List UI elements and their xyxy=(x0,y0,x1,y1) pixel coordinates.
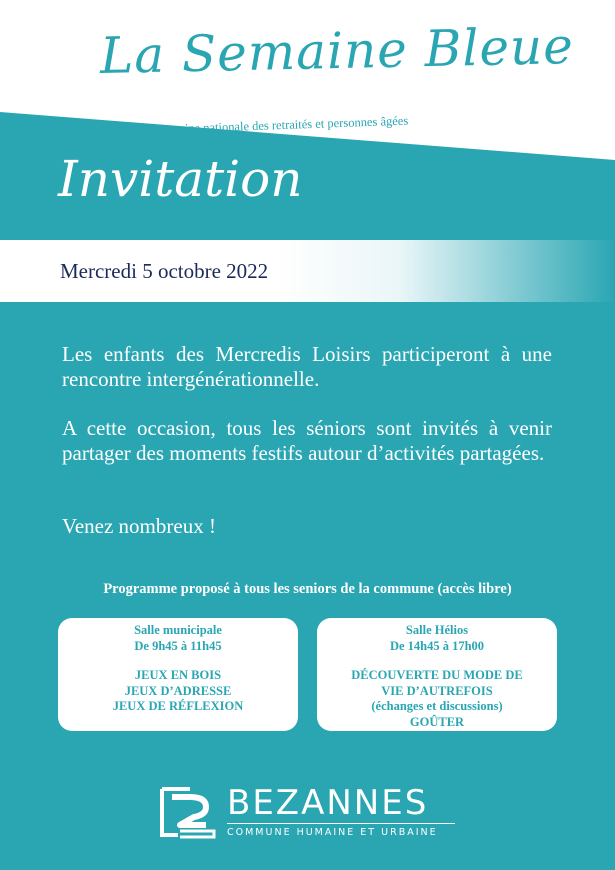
event-date: Mercredi 5 octobre 2022 xyxy=(60,259,269,283)
event-title: La Semaine Bleue xyxy=(99,17,575,85)
logo-tagline: COMMUNE HUMAINE ET URBAINE xyxy=(227,827,438,838)
activity-item: (échanges et discussions) xyxy=(371,699,503,713)
activity-item: VIE D’AUTREFOIS xyxy=(381,683,493,698)
programme-box-afternoon xyxy=(317,618,557,731)
activity-item: DÉCOUVERTE DU MODE DE xyxy=(351,668,523,682)
venue-label: Salle municipale xyxy=(134,623,222,637)
programme-heading: Programme proposé à tous les seniors de la commune (accès libre) xyxy=(103,581,512,597)
time-label: De 14h45 à 17h00 xyxy=(389,638,485,653)
logo-divider xyxy=(227,823,455,824)
paragraph-children: Les enfants des Mercredis Loisirs participeront à une rencontre intergénérationnelle. xyxy=(62,342,552,391)
venue-label: Salle Hélios xyxy=(405,623,469,637)
bezannes-logo-icon xyxy=(160,787,218,839)
paragraph-come: Venez nombreux ! xyxy=(62,514,216,538)
activity-item: JEUX DE RÉFLEXION xyxy=(112,699,244,713)
invitation-heading: Invitation xyxy=(58,150,303,208)
paragraph-seniors: A cette occasion, tous les séniors sont invités à venir partager des moments festifs autour d’activités partagées. xyxy=(62,416,552,465)
logo-name: BEZANNES xyxy=(227,783,429,823)
time-label: De 9h45 à 11h45 xyxy=(134,638,222,653)
activity-item: GOÛTER xyxy=(409,714,465,729)
programme-box-morning xyxy=(58,618,298,731)
event-subtitle: Semaine nationale des retraités et personnes âgées xyxy=(156,113,409,137)
activity-item: JEUX D’ADRESSE xyxy=(124,683,232,698)
activity-item: JEUX EN BOIS xyxy=(134,668,222,682)
